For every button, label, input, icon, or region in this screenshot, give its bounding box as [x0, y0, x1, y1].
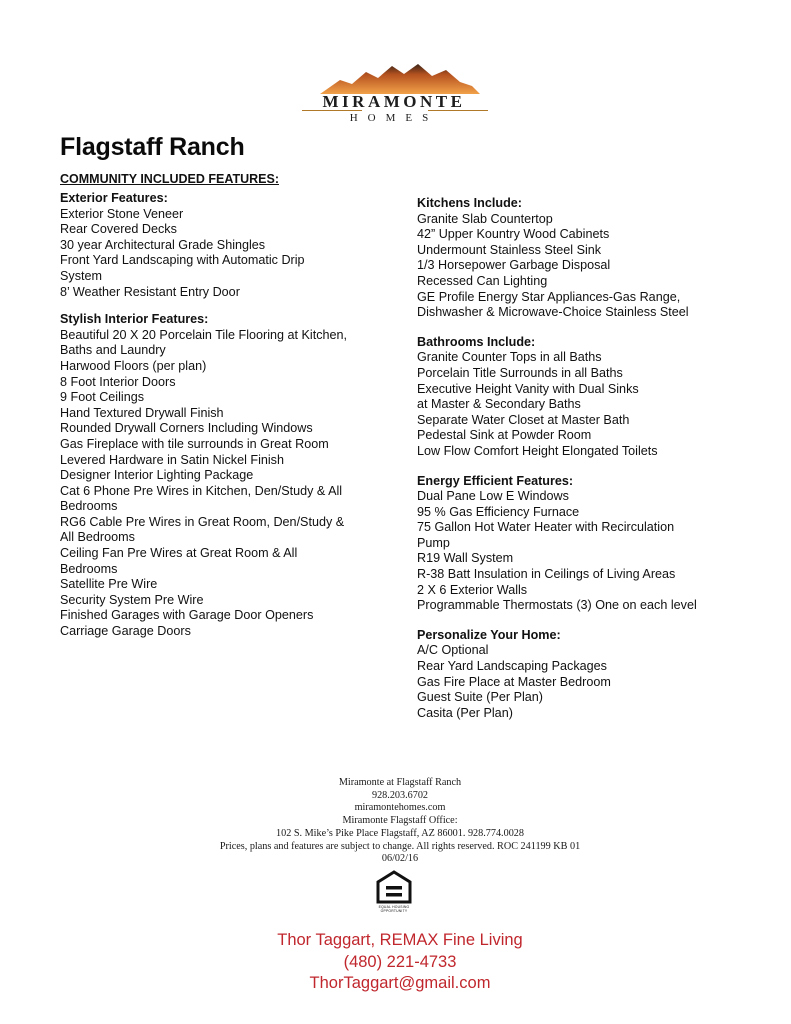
- list-item: Harwood Floors (per plan): [60, 358, 207, 373]
- list-item: 95 % Gas Efficiency Furnace: [417, 504, 580, 519]
- list-item: Rear Covered Decks: [60, 222, 177, 237]
- list-item: Security System Pre Wire: [60, 592, 204, 607]
- list-item: A/C Optional: [417, 643, 489, 658]
- energy-list: [417, 489, 747, 614]
- contact-name: Thor Taggart, REMAX Fine Living: [277, 931, 523, 949]
- contact-email[interactable]: ThorTaggart@gmail.com: [309, 974, 491, 992]
- list-item: Baths and Laundry: [60, 343, 166, 358]
- list-item: Programmable Thermostats (3) One on each level: [417, 598, 697, 613]
- interior-section: [60, 312, 390, 639]
- community-heading: COMMUNITY INCLUDED FEATURES:: [60, 172, 279, 186]
- kitchens-section: [417, 196, 747, 321]
- list-item: All Bedrooms: [60, 530, 135, 545]
- list-item: Cat 6 Phone Pre Wires in Kitchen, Den/Study & All: [60, 483, 343, 498]
- list-item: Exterior Stone Veneer: [60, 206, 184, 221]
- left-column: [60, 191, 390, 652]
- list-item: Carriage Garage Doors: [60, 624, 191, 639]
- footer: [160, 777, 640, 866]
- list-item: Levered Hardware in Satin Nickel Finish: [60, 452, 284, 467]
- kitchens-title: Kitchens Include:: [417, 196, 522, 210]
- list-item: Porcelain Title Surrounds in all Baths: [417, 365, 623, 380]
- list-item: Pedestal Sink at Powder Room: [417, 428, 592, 443]
- list-item: 75 Gallon Hot Water Heater with Recirculation: [417, 520, 675, 535]
- list-item: Front Yard Landscaping with Automatic Drip: [60, 253, 305, 268]
- list-item: Bedrooms: [60, 561, 118, 576]
- list-item: 8’ Weather Resistant Entry Door: [60, 284, 240, 299]
- bathrooms-title: Bathrooms Include:: [417, 334, 536, 349]
- list-item: 06/02/16: [381, 853, 419, 865]
- list-item: Executive Height Vanity with Dual Sinks: [417, 381, 639, 396]
- personalize-section: [417, 628, 747, 722]
- list-item: Bedrooms: [60, 499, 118, 514]
- energy-title: Energy Efficient Features:: [417, 473, 574, 488]
- list-item: Hand Textured Drywall Finish: [60, 405, 224, 420]
- list-item: 42” Upper Kountry Wood Cabinets: [417, 227, 610, 242]
- list-item: Rounded Drywall Corners Including Windows: [60, 421, 313, 436]
- contact-phone[interactable]: (480) 221-4733: [343, 952, 457, 971]
- list-item: 1/3 Horsepower Garbage Disposal: [417, 258, 611, 273]
- list-item: Ceiling Fan Pre Wires at Great Room & All: [60, 546, 298, 561]
- list-item: Casita (Per Plan): [417, 705, 513, 720]
- list-item: Undermount Stainless Steel Sink: [417, 242, 602, 257]
- list-item: Designer Interior Lighting Package: [60, 468, 254, 483]
- list-item: 102 S. Mike’s Pike Place Flagstaff, AZ 86001. 928.774.0028: [276, 827, 524, 839]
- list-item: Guest Suite (Per Plan): [417, 690, 543, 705]
- brand-name: MIRAMONTE: [322, 92, 466, 111]
- list-item: 928.203.6702: [371, 789, 429, 801]
- list-item: Gas Fireplace with tile surrounds in Great Room: [60, 436, 329, 451]
- list-item: 2 X 6 Exterior Walls: [417, 582, 528, 597]
- equal-housing-text: EQUAL HOUSING OPPORTUNITY: [378, 905, 410, 913]
- interior-title: Stylish Interior Features:: [60, 312, 209, 327]
- list-item: Granite Slab Countertop: [417, 211, 553, 226]
- list-item: Miramonte at Flagstaff Ranch: [338, 777, 462, 788]
- list-item: Dual Pane Low E Windows: [417, 489, 569, 504]
- equal-housing-logo: [374, 870, 414, 914]
- contact-block: [200, 930, 600, 995]
- list-item: Rear Yard Landscaping Packages: [417, 659, 607, 674]
- list-item: GE Profile Energy Star Appliances-Gas Range,: [417, 289, 681, 304]
- list-item: Granite Counter Tops in all Baths: [417, 350, 602, 365]
- page-title: Flagstaff Ranch: [60, 133, 245, 161]
- interior-list: [60, 328, 390, 640]
- list-item: R-38 Batt Insulation in Ceilings of Living Areas: [417, 567, 676, 582]
- kitchens-list: [417, 212, 747, 321]
- list-item: 30 year Architectural Grade Shingles: [60, 237, 266, 252]
- footer-lines: [160, 777, 640, 866]
- list-item: Separate Water Closet at Master Bath: [417, 412, 630, 427]
- exterior-section: [60, 191, 390, 300]
- personalize-list: [417, 643, 747, 721]
- list-item: Pump: [417, 535, 450, 550]
- list-item: miramontehomes.com: [354, 802, 446, 814]
- list-item: Dishwasher & Microwave-Choice Stainless Steel: [417, 305, 689, 320]
- list-item: 9 Foot Ceilings: [60, 390, 144, 405]
- list-item: System: [60, 268, 102, 283]
- bathrooms-list: [417, 350, 747, 459]
- bathrooms-section: [417, 335, 747, 460]
- list-item: Prices, plans and features are subject to change. All rights reserved. ROC 241199 KB 01: [219, 840, 581, 852]
- list-item: Recessed Can Lighting: [417, 273, 548, 288]
- list-item: Satellite Pre Wire: [60, 577, 158, 592]
- list-item: 8 Foot Interior Doors: [60, 374, 176, 389]
- list-item: at Master & Secondary Baths: [417, 397, 581, 412]
- list-item: Miramonte Flagstaff Office:: [342, 815, 458, 827]
- list-item: RG6 Cable Pre Wires in Great Room, Den/Study &: [60, 514, 345, 529]
- list-item: R19 Wall System: [417, 551, 514, 566]
- energy-section: [417, 474, 747, 614]
- list-item: Gas Fire Place at Master Bedroom: [417, 674, 611, 689]
- list-item: Low Flow Comfort Height Elongated Toilets: [417, 443, 658, 458]
- exterior-list: [60, 207, 390, 301]
- brand-subtitle: HOMES: [349, 112, 439, 124]
- list-item: Finished Garages with Garage Door Openers: [60, 608, 314, 623]
- exterior-title: Exterior Features:: [60, 191, 168, 205]
- right-column: [417, 196, 747, 733]
- personalize-title: Personalize Your Home:: [417, 627, 561, 642]
- list-item: Beautiful 20 X 20 Porcelain Tile Flooring at Kitchen,: [60, 327, 348, 342]
